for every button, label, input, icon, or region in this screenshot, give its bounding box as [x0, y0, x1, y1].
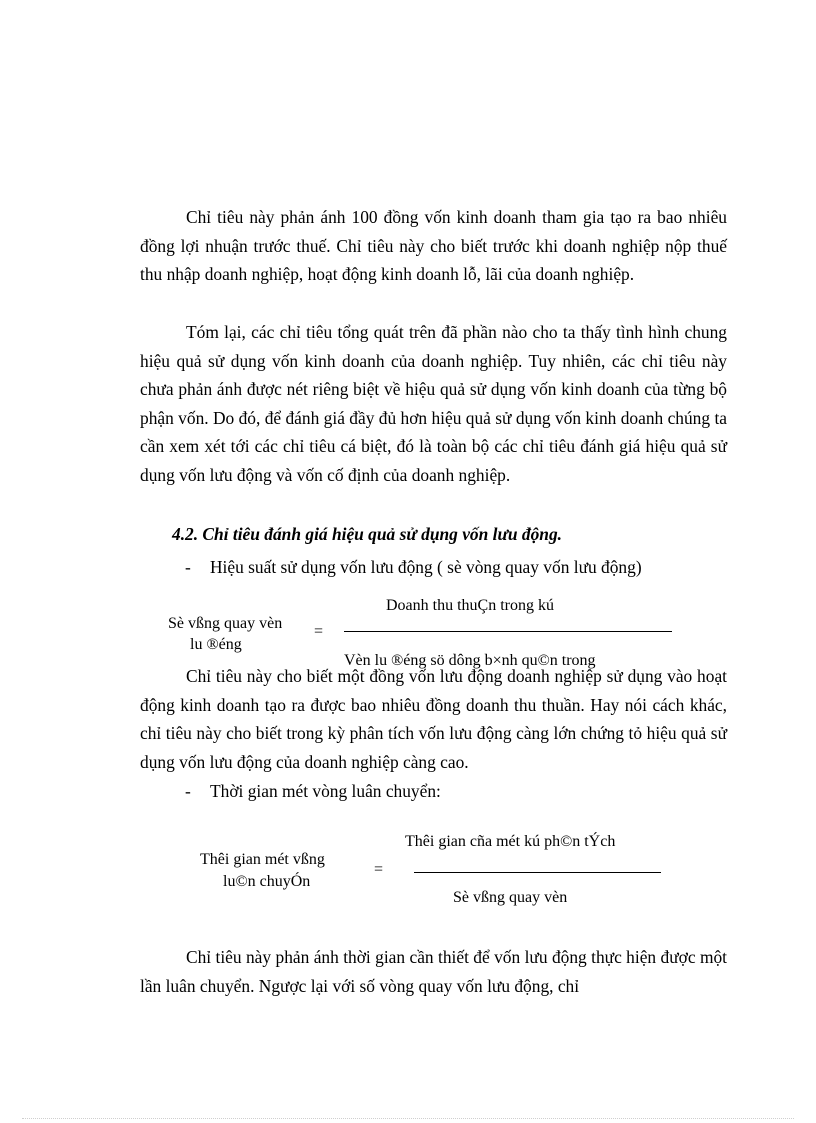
- bullet-text: Hiệu suất sử dụng vốn lưu động ( sè vòng quay vốn lưu động): [210, 557, 642, 577]
- paragraph-summary: Tóm lại, các chỉ tiêu tổng quát trên đã phần nào cho ta thấy tình hình chung hiệu quả sử dụng vốn kinh doanh của doanh nghiệp. Tuy nhiên, các chỉ tiêu này chưa phản ánh được nét riêng biệt về hiệu quả sử dụng vốn kinh doanh của từng bộ phận vốn. Do đó, để đánh giá đầy đủ hơn hiệu quả sử dụng vốn kinh doanh chúng ta cần xem xét tới các chỉ tiêu cá biệt, đó là toàn bộ các chỉ tiêu đánh giá hiệu quả sử dụng vốn lưu động và vốn cố định của doanh nghiệp.: [140, 322, 727, 485]
- formula-numerator: Thêi gian cña mét kú ph©n tÝch: [405, 833, 616, 850]
- formula-equals: =: [374, 861, 384, 878]
- bullet-text: Thời gian mét vòng luân chuyển:: [210, 781, 441, 801]
- formula-numerator: Doanh thu thuÇn trong kú: [386, 597, 554, 614]
- section-heading: 4.2. Chỉ tiêu đánh giá hiệu quả sử dụng vốn lưu động.: [172, 524, 563, 544]
- formula-lhs-line2: lu©n chuyÓn: [223, 873, 311, 890]
- fraction-bar: [344, 631, 672, 632]
- paragraph-rotation-meaning: Chỉ tiêu này phản ánh thời gian cần thiết để vốn lưu động thực hiện được một lần luân chuyển. Ngược lại với số vòng quay vốn lưu động, chỉ: [140, 947, 727, 996]
- formula-lhs-line1: Thêi gian mét vßng: [200, 851, 325, 868]
- formula-denominator: Vèn lu ®éng sö dông b×nh qu©n trong: [344, 652, 596, 669]
- paragraph-profit-ratio: Chỉ tiêu này phản ánh 100 đồng vốn kinh doanh tham gia tạo ra bao nhiêu đồng lợi nhuận trước thuế. Chỉ tiêu này cho biết trước khi doanh nghiệp nộp thuế thu nhập doanh nghiệp, hoạt động kinh doanh lỗ, lãi của doanh nghiệp.: [140, 207, 727, 285]
- bullet-dash: -: [185, 781, 191, 801]
- formula-lhs-line1: Sè vßng quay vèn: [168, 615, 283, 632]
- bullet-rotation-time: [185, 777, 441, 805]
- bullet-working-capital-efficiency: [185, 553, 642, 581]
- formula-equals: =: [314, 623, 324, 640]
- formula-lhs-line2: lu ®éng: [190, 636, 242, 653]
- paragraph-turnover-meaning: Chỉ tiêu này cho biết một đồng vốn lưu động doanh nghiệp sử dụng vào hoạt động kinh doanh tạo ra được bao nhiêu đồng doanh thu thuần. Hay nói cách khác, chỉ tiêu này cho biết trong kỳ phân tích vốn lưu động càng lớn chứng tỏ hiệu quả sử dụng vốn lưu động của doanh nghiệp càng cao.: [140, 666, 727, 772]
- fraction-bar: [414, 872, 661, 873]
- formula-denominator: Sè vßng quay vèn: [453, 889, 568, 906]
- bullet-dash: -: [185, 557, 191, 577]
- page-bottom-divider: [22, 1118, 794, 1119]
